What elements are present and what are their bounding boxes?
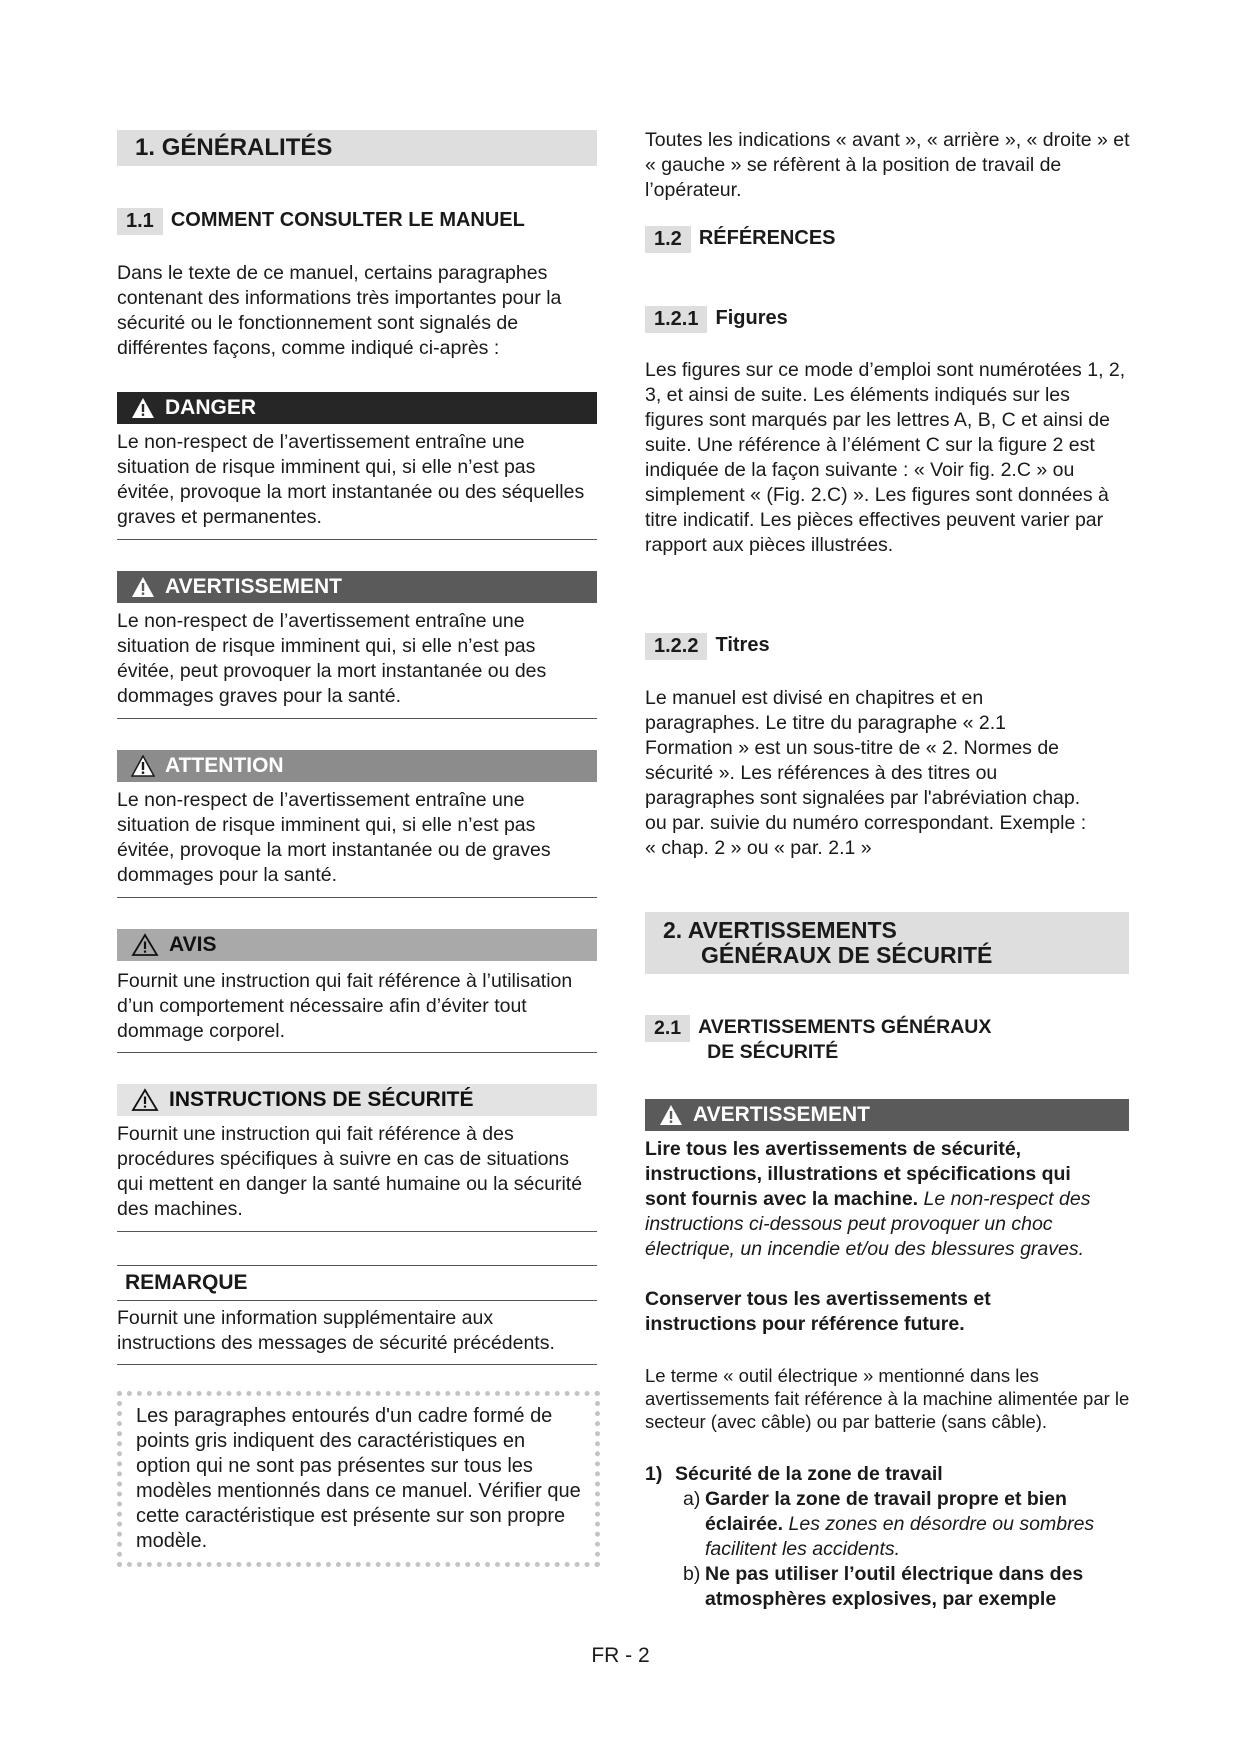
safety-bar: [117, 1084, 597, 1116]
section-1-2-1-heading: [645, 306, 788, 333]
chapter-title-line2: GÉNÉRAUX DE SÉCURITÉ: [701, 942, 993, 968]
divider: [117, 539, 597, 540]
chapter-title: GÉNÉRALITÉS: [161, 134, 333, 161]
optional-feature-box: Les paragraphes entourés d'un cadre formé de points gris indiquent des caractéristiques en option qui ne sont pas présentes sur tous les modèles mentionnés dans ce manuel. Vérifier que cette caractéristique est présente sur son propre modèle.: [117, 1391, 600, 1567]
section-1-2-2-heading: [645, 633, 770, 660]
remark-text: Fournit une information supplémentaire aux instructions des messages de sécurité précédents.: [117, 1307, 555, 1354]
section-title: RÉFÉRENCES: [698, 227, 836, 249]
read-warnings-paragraph: Lire tous les avertissements de sécurité, instructions, illustrations et spécifications qui sont fournis avec la machine. Le non-respect des instructions ci-dessous peut provoquer un choc électrique, un incendie et/ou des blessures graves.: [645, 1138, 1091, 1260]
term-paragraph: Le terme « outil électrique » mentionné dans les avertissements fait référence à la machine alimentée par le secteur (avec câble) ou par batterie (sans câble).: [645, 1365, 1130, 1432]
divider: [117, 1231, 597, 1232]
warning-label: AVERTISSEMENT: [165, 575, 342, 598]
orientation-paragraph: Toutes les indications « avant », « arrière », « droite » et « gauche » se réfèrent à la position de travail de l’opérateur.: [645, 129, 1130, 201]
divider: [117, 1052, 597, 1053]
caution-bar: [117, 750, 597, 782]
divider: [117, 1364, 597, 1365]
warning-triangle-icon: [131, 397, 155, 419]
danger-text: Le non-respect de l’avertissement entraîne une situation de risque imminent qui, si elle n’est pas évitée, provoque la mort instantanée ou des séquelles graves et permanentes.: [117, 431, 585, 528]
safety-text: Fournit une instruction qui fait référence à des procédures spécifiques à suivre en cas de situations qui mettent en danger la santé humaine ou la sécurité des machines.: [117, 1123, 583, 1220]
divider: [117, 1300, 597, 1301]
section-title: COMMENT CONSULTER LE MANUEL: [170, 209, 525, 231]
warning-triangle-icon: [659, 1104, 683, 1126]
keep-instructions: Conserver tous les avertissements et instructions pour référence future.: [645, 1288, 991, 1335]
intro-paragraph: Dans le texte de ce manuel, certains paragraphes contenant des informations très importantes pour la sécurité ou le fonctionnement sont signalés de différentes façons, comme indiqué ci-après :: [117, 262, 562, 359]
section-1-1-heading: [117, 208, 525, 235]
section-number: 1.2.2: [645, 633, 707, 660]
section-1-2-heading: [645, 226, 836, 253]
figures-paragraph: Les figures sur ce mode d’emploi sont numérotées 1, 2, 3, et ainsi de suite. Les éléments indiqués sur les figures sont marqués par les lettres A, B, C et ainsi de suite. Une référence à l’élément C sur la figure 2 est indiquée de la façon suivante : « Voir fig. 2.C » ou simplement « (Fig. 2.C) ». Les figures sont données à titre indicatif. Les pièces effectives peuvent varier par rapport aux pièces illustrées.: [645, 359, 1126, 556]
notice-bar: [117, 929, 597, 961]
work-area-list: [645, 1462, 1131, 1612]
warning-text: Le non-respect de l’avertissement entraîne une situation de risque imminent qui, si elle n’est pas évitée, peut provoquer la mort instantanée ou des dommages graves pour la santé.: [117, 610, 547, 707]
notice-label: AVIS: [169, 933, 217, 956]
chapter-title-line1: AVERTISSEMENTS: [687, 917, 897, 943]
notice-text: Fournit une instruction qui fait référence à l’utilisation d’un comportement nécessaire afin d’éviter tout dommage corporel.: [117, 970, 573, 1042]
warning-label: AVERTISSEMENT: [693, 1103, 870, 1126]
section-2-1-heading: [645, 1015, 991, 1065]
caution-text: Le non-respect de l’avertissement entraîne une situation de risque imminent qui, si elle n’est pas évitée, provoque la mort instantanée ou de graves dommages pour la santé.: [117, 789, 551, 886]
warning-bar-2: [645, 1099, 1129, 1131]
section-number: 1.2: [645, 226, 691, 253]
divider: [117, 718, 597, 719]
divider: [117, 897, 597, 898]
section-title: AVERTISSEMENTS GÉNÉRAUX DE SÉCURITÉ: [698, 1016, 992, 1063]
chapter-number: 1.: [135, 134, 156, 161]
section-title: Figures: [715, 307, 788, 329]
danger-bar: [117, 392, 597, 424]
section-number: 1.1: [117, 208, 163, 235]
list-item: a) Garder la zone de travail propre et bien éclairée. Les zones en désordre ou sombres facilitent les accidents.: [683, 1488, 1095, 1560]
divider: [117, 1265, 597, 1266]
chapter-1-heading: [117, 130, 597, 166]
chapter-2-heading: [645, 912, 1129, 974]
warning-bar: [117, 571, 597, 603]
list-item: b) Ne pas utiliser l’outil électrique dans des atmosphères explosives, par exemple: [683, 1563, 1084, 1610]
warning-triangle-icon: [131, 755, 155, 777]
warning-triangle-outline-icon: [131, 1088, 159, 1112]
list-item: 1) Sécurité de la zone de travail: [645, 1463, 943, 1485]
section-title: Titres: [715, 634, 770, 656]
remark-label: REMARQUE: [125, 1271, 248, 1294]
chapter-number: 2.: [663, 917, 683, 943]
section-number: 1.2.1: [645, 306, 707, 333]
section-number: 2.1: [645, 1015, 690, 1042]
titles-paragraph: Le manuel est divisé en chapitres et en paragraphes. Le titre du paragraphe « 2.1 Formation » est un sous-titre de « 2. Normes de sécurité ». Les références à des titres ou paragraphes sont signalées par l'abréviation chap. ou par. suivie du numéro correspondant. Exemple : « chap. 2 » ou « par. 2.1 »: [645, 687, 1087, 859]
caution-label: ATTENTION: [165, 754, 284, 777]
warning-triangle-icon: [131, 576, 155, 598]
warning-triangle-outline-icon: [131, 933, 159, 957]
danger-label: DANGER: [165, 396, 257, 419]
page-number: FR - 2: [591, 1644, 650, 1667]
safety-label: INSTRUCTIONS DE SÉCURITÉ: [169, 1088, 474, 1111]
